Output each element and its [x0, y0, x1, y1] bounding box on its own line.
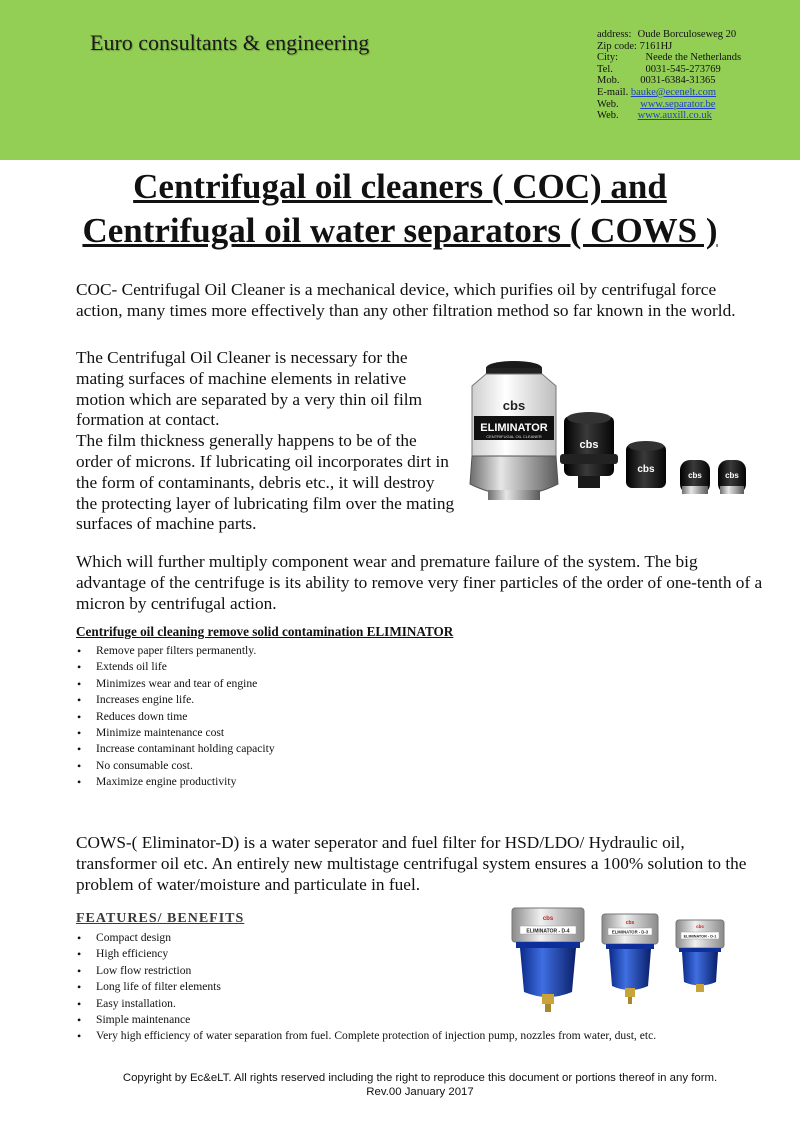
contact-row-email: E-mail. bauke@ecenelt.com	[597, 86, 716, 98]
list-item: • Very high efficiency of water separation from fuel. Complete protection of injection pump, nozzles from water, dust, etc.	[77, 1028, 656, 1044]
contact-row-address: address: Oude Borculoseweg 20	[597, 29, 737, 40]
web-link-auxill[interactable]: www.auxill.co.uk	[637, 110, 712, 122]
mini-eliminator-unit-2	[718, 460, 746, 494]
contact-row-city: City: Neede the Netherlands	[597, 52, 742, 64]
svg-text:cbs: cbs	[696, 924, 704, 929]
eliminator-benefits-list	[77, 643, 275, 791]
film-thickness-paragraph: The film thickness generally happens to be of the order of microns. If lubricating oil incorporates dirt in the form of contaminants, debris etc., it will destroy the protecting layer of lubricating film over the mating surfaces of machine parts.	[76, 431, 455, 534]
cows-paragraph: COWS-( Eliminator-D) is a water seperator and fuel filter for HSD/LDO/ Hydraulic oil, transformer oil etc. An entirely new multistage centrifugal system ensures a 100% solution to the problem of water/moisture and particulate in fuel.	[76, 833, 747, 894]
list-item: • Easy installation.	[77, 996, 656, 1012]
list-item: • Extends oil life	[77, 659, 275, 675]
list-item: • Maximize engine productivity	[77, 774, 275, 790]
contact-row-web-2: Web. www.auxill.co.uk	[597, 110, 712, 122]
eliminator-label: ELIMINATOR	[480, 422, 548, 434]
email-link[interactable]: bauke@ecenelt.com	[630, 86, 716, 98]
title-line-1: Centrifugal oil cleaners ( COC) and	[133, 167, 667, 206]
list-item: • Minimizes wear and tear of engine	[77, 676, 275, 692]
advantage-paragraph: Which will further multiply component wear and premature failure of the system. The big advantage of the centrifuge is its ability to remove very finer particles of the order of one-tenth of a micron by centrifugal action.	[76, 552, 763, 613]
svg-text:cbs: cbs	[688, 471, 702, 480]
mini-eliminator-unit-1	[680, 460, 710, 494]
list-item: • Increases engine life.	[77, 692, 275, 708]
web-link-separator[interactable]: www.separator.be	[640, 98, 716, 110]
title-line-2: Centrifugal oil water separators ( COWS )	[82, 211, 718, 250]
letterhead-banner	[0, 0, 800, 160]
intro-paragraph: COC- Centrifugal Oil Cleaner is a mechanical device, which purifies oil by centrifugal force action, many times more effectively than any other filtration method so far known in the world.	[76, 280, 736, 320]
document-title	[0, 165, 800, 253]
medium-eliminator-unit	[560, 412, 618, 488]
d1-label: ELIMINATOR - D-1	[683, 934, 717, 939]
small-eliminator-unit	[626, 441, 666, 488]
list-item: • Low flow restriction	[77, 963, 656, 979]
svg-text:cbs: cbs	[542, 916, 554, 922]
svg-text:cbs: cbs	[725, 471, 739, 480]
copyright-line: Copyright by Ec&eLT. All rights reserved including the right to reproduce this document or portions thereof in any form.	[122, 1072, 718, 1084]
features-heading: FEATURES/ BENEFITS	[76, 911, 245, 926]
necessity-paragraph: The Centrifugal Oil Cleaner is necessary for the mating surfaces of machine elements in relative motion which are separated by a very thin oil film formation at contact.	[76, 348, 423, 430]
svg-text:cbs: cbs	[579, 439, 599, 451]
contact-row-zip: Zip code: 7161HJ	[597, 40, 673, 52]
svg-text:cbs: cbs	[637, 464, 655, 475]
list-item: • Increase contaminant holding capacity	[77, 741, 275, 757]
svg-text:cbs: cbs	[625, 920, 635, 926]
eliminator-d3-unit	[602, 914, 658, 1004]
eliminator-sublabel: CENTRIFUGAL OIL CLEANER	[486, 434, 542, 439]
eliminator-d4-unit	[512, 908, 584, 1012]
list-item: • No consumable cost.	[77, 758, 275, 774]
list-item: • Minimize maintenance cost	[77, 725, 275, 741]
eliminator-heading: Centrifuge oil cleaning remove solid contamination ELIMINATOR	[76, 624, 454, 639]
eliminator-products-image	[442, 356, 754, 510]
d4-label: ELIMINATOR - D-4	[526, 928, 570, 935]
contact-row-mobile: Mob. 0031-6384-31365	[597, 75, 716, 87]
contact-block	[597, 29, 741, 122]
list-item: • Simple maintenance	[77, 1012, 656, 1028]
company-name: Euro consultants & engineering	[90, 30, 370, 55]
contact-row-tel: Tel. 0031-545-273769	[597, 63, 721, 75]
eliminator-d-products-image	[498, 906, 738, 1014]
eliminator-d1-unit	[676, 920, 724, 992]
large-eliminator-unit	[470, 361, 558, 500]
list-item: • Long life of filter elements	[77, 979, 656, 995]
brand-mark: cbs	[502, 398, 526, 413]
list-item: • Remove paper filters permanently.	[77, 643, 275, 659]
list-item: • High efficiency	[77, 946, 656, 962]
d3-label: ELIMINATOR - D-3	[611, 929, 649, 935]
contact-row-web-1: Web. www.separator.be	[597, 98, 716, 110]
copyright-footer	[0, 1071, 800, 1099]
list-item: • Reduces down time	[77, 709, 275, 725]
list-item: • Compact design	[77, 930, 656, 946]
revision-line: Rev.00 January 2017	[366, 1086, 474, 1098]
oil-cleaner-description	[76, 348, 456, 538]
